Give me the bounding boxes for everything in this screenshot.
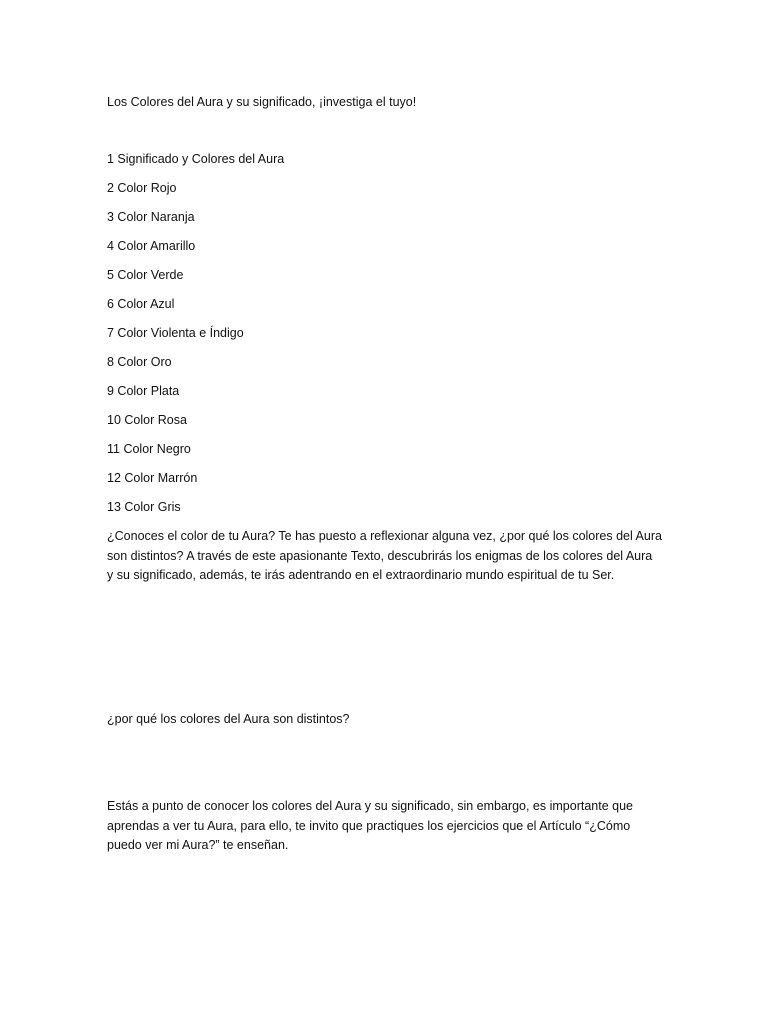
toc-item: 7 Color Violenta e Índigo: [107, 326, 244, 340]
toc-item: 6 Color Azul: [107, 297, 175, 311]
toc-item: 10 Color Rosa: [107, 413, 187, 427]
toc-item: 2 Color Rojo: [107, 181, 177, 195]
body-paragraph: [107, 797, 667, 856]
toc-item: 12 Color Marrón: [107, 471, 198, 485]
toc-item: 9 Color Plata: [107, 384, 180, 398]
toc-item: 5 Color Verde: [107, 268, 184, 282]
toc-item: 8 Color Oro: [107, 355, 172, 369]
paragraph-line: Estás a punto de conocer los colores del Aura y su significado, sin embargo, es importante que: [107, 799, 633, 813]
paragraph-line: son distintos? A través de este apasionante Texto, descubrirás los enigmas de los colores del Aura: [107, 548, 653, 563]
paragraph-line: aprendas a ver tu Aura, para ello, te invito que practiques los ejercicios que el Artículo “¿Cómo: [107, 818, 631, 833]
paragraph-line: puedo ver mi Aura?” te enseñan.: [107, 838, 289, 852]
section-heading: ¿por qué los colores del Aura son distintos?: [107, 712, 350, 726]
document-title: Los Colores del Aura y su significado, ¡investiga el tuyo!: [107, 95, 417, 109]
toc-item: 13 Color Gris: [107, 500, 181, 514]
intro-paragraph: [107, 527, 667, 586]
toc-item: 1 Significado y Colores del Aura: [107, 152, 285, 166]
paragraph-line: ¿Conoces el color de tu Aura? Te has puesto a reflexionar alguna vez, ¿por qué los colores del Aura: [107, 529, 662, 543]
toc-item: 4 Color Amarillo: [107, 239, 196, 253]
toc-item: 11 Color Negro: [107, 442, 191, 456]
toc-item: 3 Color Naranja: [107, 210, 195, 224]
paragraph-line: y su significado, además, te irás adentrando en el extraordinario mundo espiritual de tu Ser.: [107, 568, 615, 582]
